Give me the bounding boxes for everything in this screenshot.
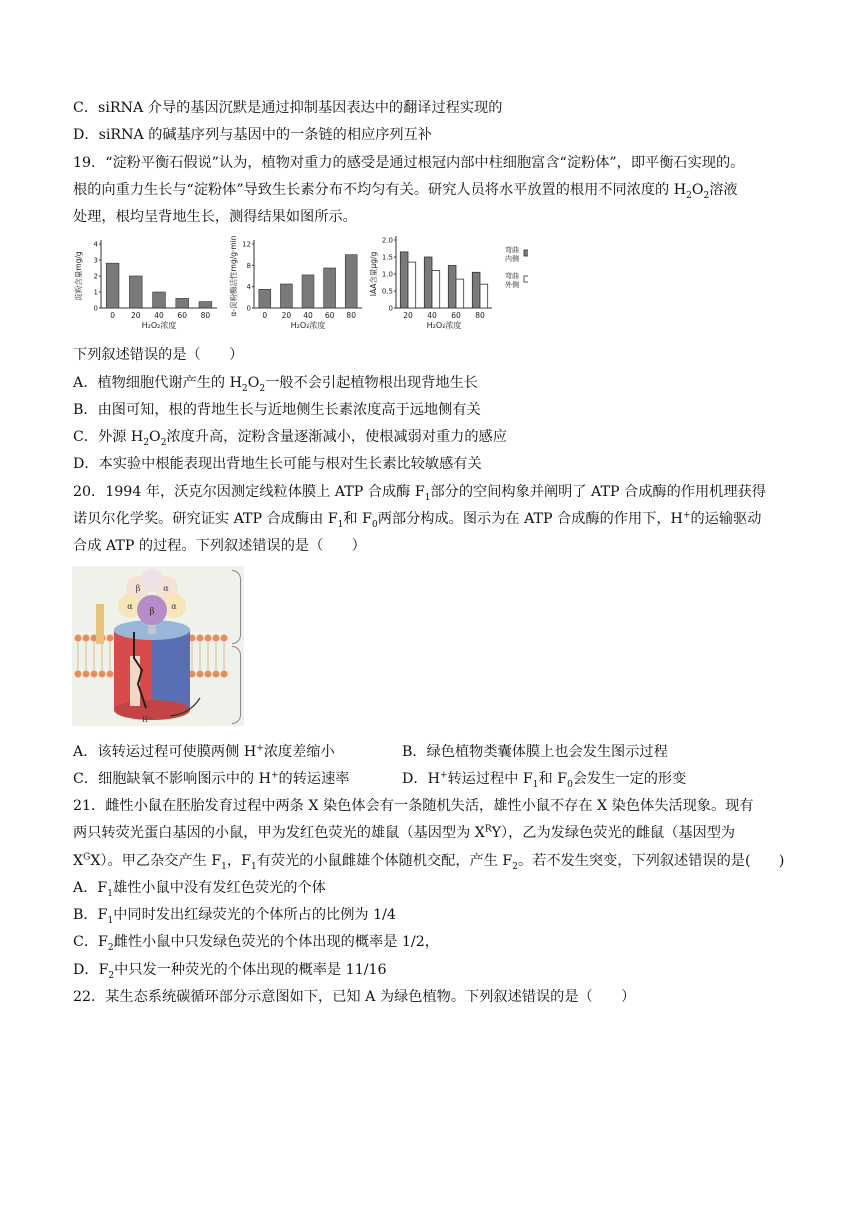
svg-text:β: β [135,584,141,593]
legend-swatch [524,250,528,256]
q20-stem-line1: 20．1994 年，沃克尔因测定线粒体膜上 ATP 合成酶 $F_1$部分的空间构象并阐明了 ATP 合成酶的作用机理获得 [73,484,766,503]
bar-4 [199,302,212,308]
y-tick-label: 1.0 [381,270,393,279]
y-axis-label: IAA含量μg/g [369,251,378,297]
x-axis-label: H₂O₂浓度 [426,321,462,330]
chart-iaa-content [368,234,528,340]
x-tick-label: 0 [262,311,268,320]
f0-cylinder [114,620,190,720]
f0-bracket [232,646,241,724]
y-tick-label: 0 [246,304,251,313]
legend-label: 弯曲 [505,246,519,254]
legend-label: 弯曲 [505,272,519,280]
x-tick-label: 40 [427,311,437,320]
y-tick-label: 8 [246,261,251,270]
q22-stem: 22．某生态系统碳循环部分示意图如下，已知 A 为绿色植物。下列叙述错误的是（ ） [73,989,636,1005]
x-tick-label: 20 [281,311,292,320]
q18-option-d: D．siRNA 的碱基序列与基因中的一条链的相应序列互补 [73,127,432,143]
bar-2 [153,292,166,308]
bar-1-2 [456,279,464,308]
y-axis-label: α-淀粉酶活性mg/g·min [229,235,238,317]
q20-stem-line3: 合成 ATP 的过程。下列叙述错误的是（ ） [73,538,366,554]
q20-option-a: A．该转运过程可使膜两侧 H+浓度差缩小 [73,743,335,760]
y-tick-label: 12 [242,240,251,249]
q19-stem-line3: 处理，根均呈背地生长，测得结果如图所示。 [73,209,357,225]
bar-4 [345,255,357,308]
x-tick-label: 80 [200,311,211,320]
bar-0-3 [472,272,480,308]
q19-option-b: B．由图可知，根的背地生长与近地侧生长素浓度高于远地侧有关 [73,402,481,418]
q20-stem-line2: 诺贝尔化学奖。研究证实 ATP 合成酶由 $F_1$和 $F_0$两部分构成。图示为在 ATP 合成酶的作用下，H+的运输驱动 [73,510,762,530]
q19-prompt: 下列叙述错误的是（ ） [73,347,244,363]
side-arm [96,604,104,644]
legend-swatch [524,276,528,282]
y-tick-label: 4 [93,240,98,249]
bar-0-2 [448,266,456,309]
q21-stem-line1: 21．雌性小鼠在胚胎发育过程中两条 X 染色体会有一条随机失活，雄性小鼠不存在 X 染色体失活现象。现有 [73,798,754,814]
y-tick-label: 0 [93,304,98,313]
bar-1 [280,284,292,308]
x-tick-label: 60 [177,311,187,320]
legend-label: 内侧 [505,255,519,263]
x-axis-label: H₂O₂浓度 [290,321,326,330]
y-tick-label: 1 [93,288,98,297]
q20-option-b: B．绿色植物类囊体膜上也会发生图示过程 [402,744,668,760]
y-tick-label: 3 [93,256,98,265]
svg-text:α: α [171,602,177,611]
x-tick-label: 60 [451,311,461,320]
chart-starch-svg [73,234,223,336]
q21-option-c: C．$F_2$雌性小鼠中只发绿色荧光的个体出现的概率是 1/2， [73,934,439,953]
bar-3 [324,268,336,308]
y-tick-label: 0.5 [381,287,393,296]
q19-option-a: A．植物细胞代谢产生的 $H_2O_2$一般不会引起植物根出现背地生长 [73,375,478,394]
atp-synthase-figure [72,566,244,726]
chart-amylase-svg [228,234,368,336]
q19-option-d: D．本实验中根能表现出背地生长可能与根对生长素比较敏感有关 [73,456,482,472]
bar-0 [106,263,119,308]
bar-1-1 [432,271,440,308]
q21-stem-line3: $X^GX$）。甲乙杂交产生 $F_1$，$F_1$有荧光的小鼠雌雄个体随机交配，产生 $F_2$。若不发生突变，下列叙述错误的是( ) [73,852,785,872]
x-tick-label: 80 [475,311,485,320]
y-tick-label: 2 [93,272,98,281]
bar-1-0 [408,262,416,308]
x-tick-label: 40 [154,311,164,320]
bar-3 [176,298,189,308]
y-tick-label: 1.5 [381,253,393,262]
q21-option-d: D．$F_2$中只发一种荧光的个体出现的概率是 11/16 [73,962,387,981]
q18-option-c: C．siRNA 介导的基因沉默是通过抑制基因表达中的翻译过程实现的 [73,100,503,116]
y-tick-label: 2.0 [381,236,393,245]
q20-option-d: D．H+转运过程中 $F_1$和 $F_0$会发生一定的形变 [402,770,687,790]
q21-stem-line2: 两只转荧光蛋白基因的小鼠，甲为发红色荧光的雄鼠（基因型为 $X^RY$），乙为发绿色荧光的雌鼠（基因型为 [73,824,736,841]
bar-1 [129,276,142,308]
bar-2 [302,275,314,308]
q21-option-a: A．$F_1$雄性小鼠中没有发红色荧光的个体 [73,880,326,899]
bar-0 [259,289,271,308]
y-tick-label: 0 [388,304,393,313]
bar-0-1 [424,257,432,308]
x-tick-label: 0 [110,311,115,320]
svg-text:α: α [127,602,133,611]
x-tick-label: 60 [324,311,335,320]
q21-option-b: B．$F_1$中同时发出红绿荧光的个体所占的比例为 1/4 [73,907,396,926]
x-tick-label: 80 [346,311,356,320]
q19-stem-line1: 19．“淀粉平衡石假说”认为，植物对重力的感受是通过根冠内部中柱细胞富含“淀粉体”，即平衡石实现的。 [73,155,745,171]
chart-iaa-svg [368,234,528,336]
f1-bracket [232,570,241,644]
x-tick-label: 20 [403,311,413,320]
q19-stem-line2: 根的向重力生长与“淀粉体”导致生长素分布不均匀有关。研究人员将水平放置的根用不同浓度的 $H_2O_2$溶液 [73,182,738,201]
y-tick-label: 4 [246,283,251,292]
q19-option-c: C．外源 $H_2O_2$浓度升高，淀粉含量逐渐减小，使根减弱对重力的感应 [73,429,507,448]
bar-0-0 [400,252,408,308]
x-tick-label: 40 [303,311,313,320]
bar-1-3 [480,284,488,308]
svg-text:α: α [163,584,169,593]
svg-text:H⁺: H⁺ [142,716,152,724]
x-tick-label: 20 [131,311,141,320]
chart-starch-content [73,234,223,340]
legend-label: 外侧 [505,281,519,289]
svg-text:β: β [149,607,155,617]
x-axis-label: H₂O₂浓度 [141,321,177,330]
q20-option-c: C．细胞缺氧不影响图示中的 H+的转运速率 [73,770,350,787]
chart-amylase-activity [228,234,368,340]
y-axis-label: 淀粉含量mg/g [74,251,83,301]
